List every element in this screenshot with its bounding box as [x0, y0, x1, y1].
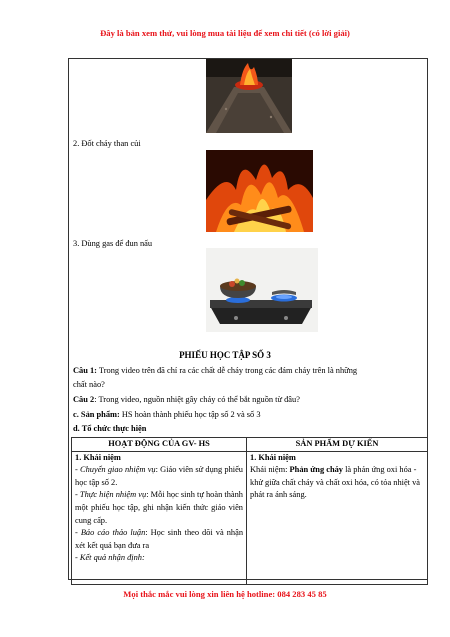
step-report-text: : Học sinh theo dõi và nhận xét kết quả bạn đưa ra — [75, 528, 244, 550]
item-gas-label: 3. Dùng gas để đun nấu — [73, 239, 153, 248]
product-line — [73, 409, 261, 420]
question-2 — [73, 394, 300, 405]
table-row — [72, 451, 428, 584]
step-report — [75, 527, 243, 552]
step-report-label: - Báo cáo thảo luận — [75, 528, 146, 538]
question-1-line-1 — [73, 365, 357, 376]
product-cell — [247, 451, 428, 584]
header-expected-product: SẢN PHẨM DỰ KIẾN — [247, 438, 428, 452]
header-teacher-student-activity: HOẠT ĐỘNG CỦA GV- HS — [72, 438, 247, 452]
burning-charcoal-image — [206, 150, 313, 232]
step-perform — [75, 489, 243, 527]
product-label: c. Sản phẩm: — [73, 410, 120, 419]
activity-heading: 1. Khái niệm — [75, 452, 121, 462]
question-1-label: Câu 1: — [73, 366, 97, 375]
product-heading: 1. Khái niệm — [250, 452, 296, 462]
table-header-row — [72, 438, 428, 452]
worksheet-title: PHIẾU HỌC TẬP SỐ 3 — [179, 350, 271, 360]
organization-heading: d. Tổ chức thực hiện — [73, 424, 147, 433]
step-assign — [75, 464, 243, 489]
question-1-text: Trong video trên đã chỉ ra các chất dễ cháy trong các đám cháy trên là những — [96, 366, 358, 375]
gas-stove-image — [206, 248, 318, 332]
definition-term: Phản ứng cháy — [289, 465, 343, 475]
question-2-label: Câu 2 — [73, 395, 95, 404]
step-assign-text: : Giáo viên sử dụng phiếu học tập số 2. — [75, 465, 243, 487]
footer-notice: Mọi thắc mắc vui lòng xin liên hệ hotline: 084 283 45 85 — [123, 589, 327, 599]
header-notice: Đây là bản xem thử, vui lòng mua tài liệu để xem chi tiết (có lời giải) — [100, 28, 350, 38]
step-perform-label: - Thực hiện nhiệm vụ — [75, 490, 147, 500]
activity-table — [71, 437, 428, 585]
volcano-fire-image — [206, 59, 292, 133]
question-1-line-2: chất nào? — [73, 380, 105, 389]
step-perform-text: : Mỗi học sinh tự hoàn thành một phiếu học tập, ghi nhận kiến thức giáo viên cung cấp. — [75, 490, 243, 525]
question-2-text: : Trong video, nguồn nhiệt gây cháy có thể bắt nguồn từ đâu? — [94, 395, 300, 404]
combustion-definition — [250, 464, 424, 502]
item-charcoal-label: 2. Đốt cháy than củi — [73, 139, 141, 148]
step-conclusion: - Kết quả nhận định: — [75, 553, 145, 563]
product-text: HS hoàn thành phiếu học tập số 2 và số 3 — [119, 410, 261, 419]
definition-text: là phản ứng oxi hóa - khử giữa chất cháy và chất oxi hóa, có tỏa nhiệt và phát ra ánh sáng. — [250, 465, 421, 500]
definition-prefix: Khái niệm: — [250, 465, 290, 475]
activity-cell — [72, 451, 247, 584]
step-assign-label: - Chuyển giao nhiệm vụ — [75, 465, 156, 475]
